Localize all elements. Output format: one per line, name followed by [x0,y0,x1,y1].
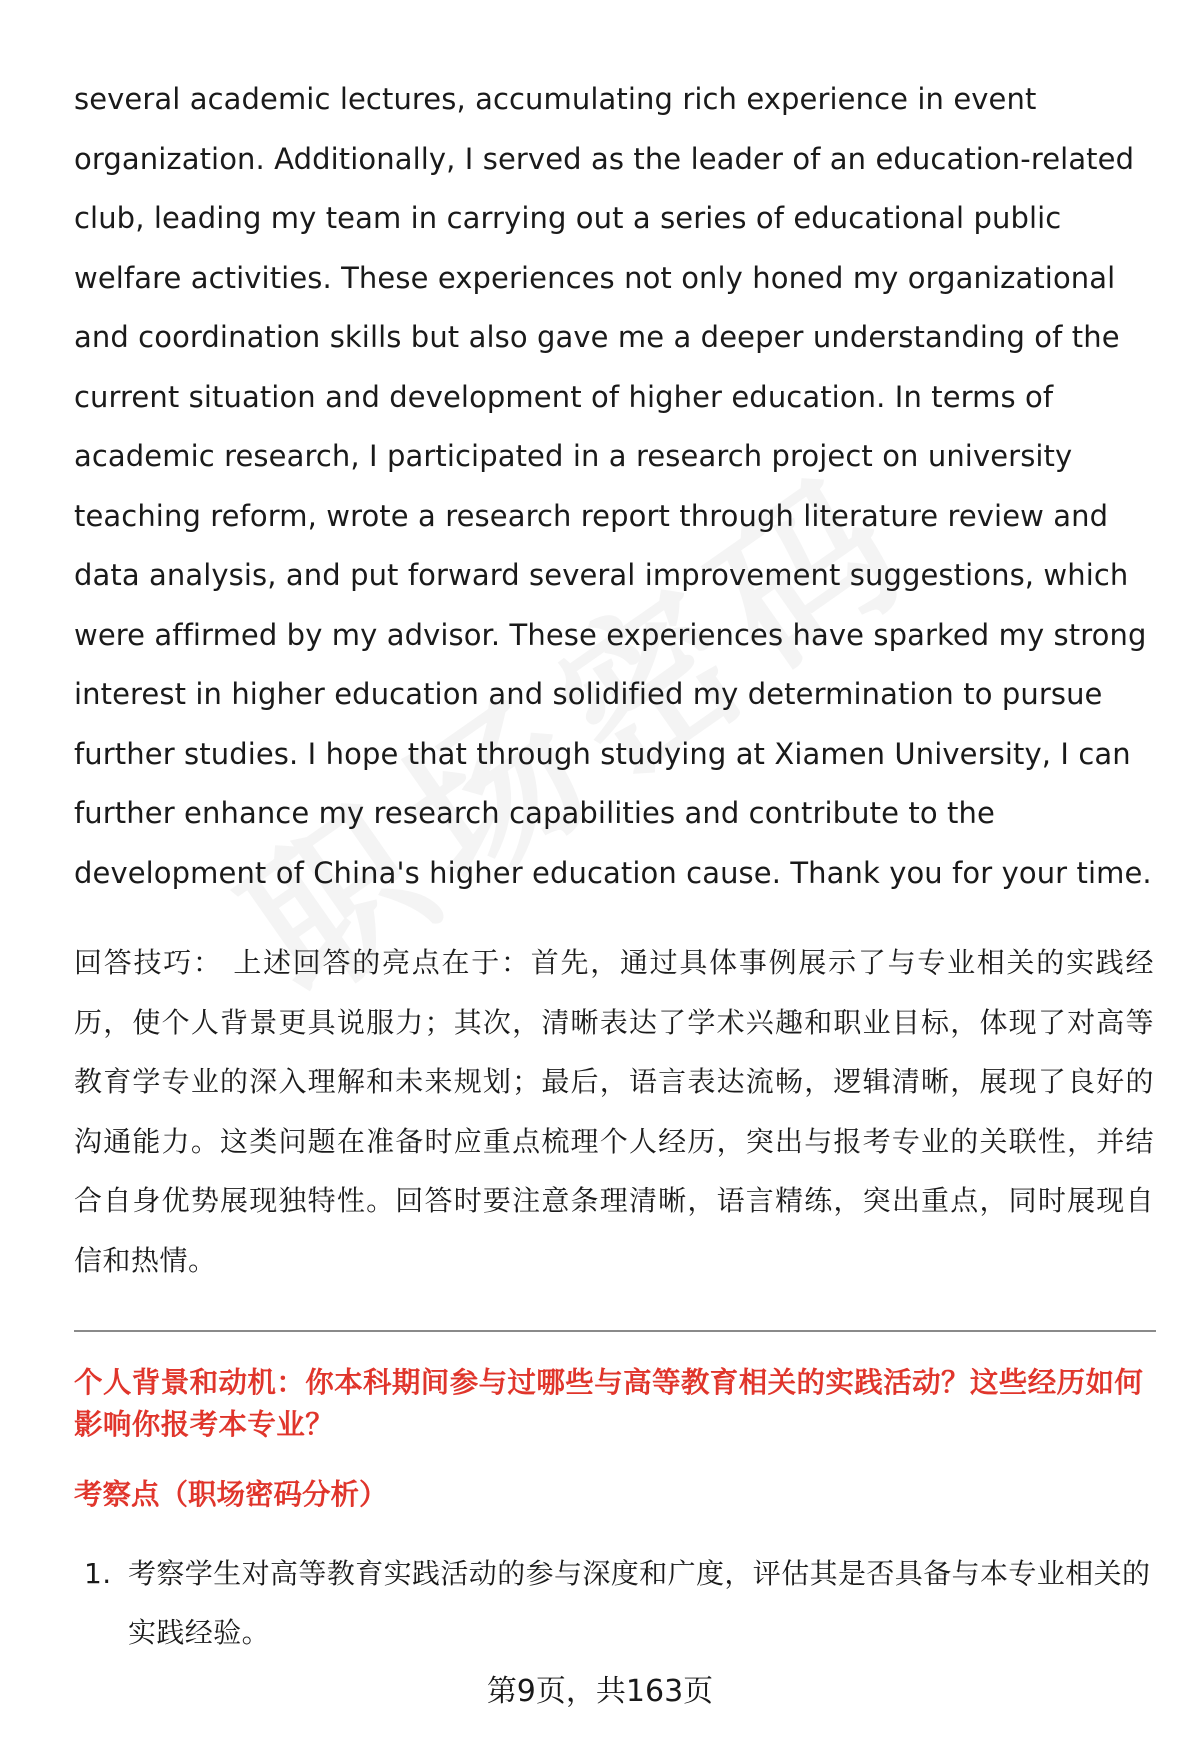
english-answer-paragraph: several academic lectures, accumulating rich experience in event organization. Additionally, I served as the leader of an education-related club, leading my team in carrying out a series of educational public welfare activities. These experiences not only honed my organizational and coordination skills but also gave me a deeper understanding of the current situation and development of higher education. In terms of academic research, I participated in a research project on university teaching reform, wrote a research report through literature review and data analysis, and put forward several improvement suggestions, which were affirmed by my advisor. These experiences have sparked my strong interest in higher education and solidified my determination to pursue further studies. I hope that through studying at Xiamen University, I can further enhance my research capabilities and contribute to the development of China's higher education cause. Thank you for your time. [74,82,1152,890]
list-item [74,1544,1154,1662]
interview-question: 个人背景和动机：你本科期间参与过哪些与高等教育相关的实践活动？这些经历如何影响你报考本专业？ [74,1366,1144,1441]
section-divider [74,1330,1156,1332]
document-page [74,70,1154,1662]
assessment-points-heading: 考察点（职场密码分析） [74,1478,388,1511]
assessment-points-list [74,1544,1154,1662]
list-item-number: 1. [84,1557,112,1590]
list-item-text: 考察学生对高等教育实践活动的参与深度和广度，评估其是否具备与本专业相关的实践经验。 [128,1557,1151,1649]
answer-tips-paragraph: 回答技巧： 上述回答的亮点在于：首先，通过具体事例展示了与专业相关的实践经历，使个人背景更具说服力；其次，清晰表达了学术兴趣和职业目标，体现了对高等教育学专业的深入理解和未来规划；最后，语言表达流畅，逻辑清晰，展现了良好的沟通能力。这类问题在准备时应重点梳理个人经历，突出与报考专业的关联性，并结合自身优势展现独特性。回答时要注意条理清晰，语言精练，突出重点，同时展现自信和热情。 [74,946,1154,1277]
page-number-footer: 第9页，共163页 [486,1674,714,1709]
